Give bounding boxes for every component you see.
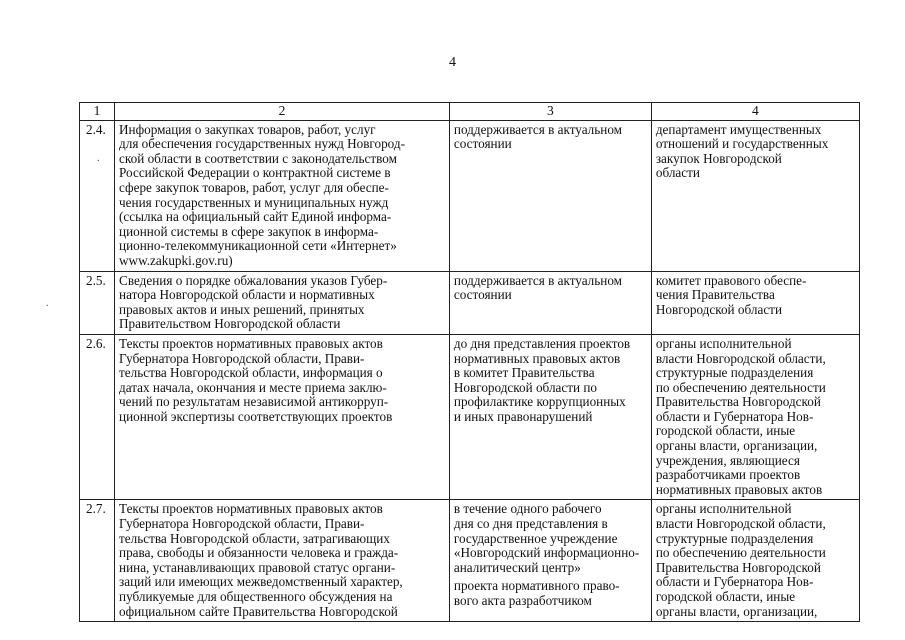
text-line: Российской Федерации о контрактной системе в <box>119 165 391 181</box>
text-line: www.zakupki.gov.ru) <box>119 252 233 268</box>
text-line: вого акта разработчиком <box>453 593 592 608</box>
table-row <box>80 500 860 622</box>
row-number: 2.6. <box>80 334 115 500</box>
text-line: нина, устанавливающих правовой статус органи- <box>119 559 396 575</box>
text-line: закупок Новгородской <box>655 150 782 166</box>
text-line: ской области в соответствии с законодательством <box>119 150 397 166</box>
text-line: официальном сайте Правительства Новгородской <box>119 603 398 619</box>
text-line: поддерживается в актуальном <box>453 121 623 137</box>
text-line: правовых актов и иных решений, принятых <box>119 301 365 317</box>
term-cell <box>449 334 651 500</box>
term-cell <box>449 500 651 622</box>
text-line: чения Правительства <box>655 287 775 303</box>
text-line: нормативных правовых актов <box>655 481 823 497</box>
text-line: органы власти, организации, <box>655 603 818 619</box>
text-line: Сведения о порядке обжалования указов Губер- <box>119 272 388 288</box>
text-line: разработчиками проектов <box>655 467 801 483</box>
text-line: по обеспечению деятельности <box>655 545 826 561</box>
text-line: Правительства Новгородской <box>655 559 821 575</box>
document-table <box>79 102 860 622</box>
text-line: власти Новгородской области, <box>655 350 826 366</box>
text-line: органы власти, организации, <box>655 438 818 454</box>
text-line: дня со дня представления в <box>453 516 608 532</box>
text-line: публикуемые для общественного обсуждения на <box>119 589 393 604</box>
text-line: ционной экспертизы соответствующих проектов <box>119 408 393 424</box>
text-line: датах начала, окончания и месте приема заклю- <box>119 379 387 395</box>
text-line: Правительства Новгородской <box>655 394 821 410</box>
text-line: власти Новгородской области, <box>655 516 826 532</box>
header-cell: 3 <box>449 103 651 121</box>
text-line: нормативных правовых актов <box>453 350 621 366</box>
text-line: проекта нормативного право- <box>453 578 620 594</box>
text-line: поддерживается в актуальном <box>453 272 623 288</box>
text-line: структурные подразделения <box>655 530 814 546</box>
text-line: чений по результатам независимой антикорруп- <box>119 394 389 410</box>
text-line: (ссылка на официальный сайт Единой информа- <box>119 209 392 225</box>
row-number: 2.4. <box>80 120 115 271</box>
term-cell <box>449 271 651 334</box>
text-line: отношений и государственных <box>655 136 829 152</box>
row-number: 2.5. <box>80 271 115 334</box>
header-cell: 4 <box>651 103 859 121</box>
text-line: профилактике коррупционных <box>453 394 626 410</box>
row-number: 2.7. <box>80 500 115 622</box>
table-row <box>80 271 860 334</box>
responsible-cell <box>651 120 859 271</box>
page-number: 4 <box>449 55 456 70</box>
text-line: аналитический центр» <box>453 559 581 575</box>
text-line: Тексты проектов нормативных правовых актов <box>119 501 383 517</box>
responsible-cell <box>651 500 859 622</box>
text-line: в течение одного рабочего <box>453 501 602 517</box>
text-line: Губернатора Новгородской области, Прави- <box>119 350 365 366</box>
description-cell <box>115 500 450 622</box>
text-line: Губернатора Новгородской области, Прави- <box>119 516 365 532</box>
text-line: чения государственных и муниципальных нужд <box>119 194 389 210</box>
text-line: по обеспечению деятельности <box>655 379 826 395</box>
text-line: городской области, иные <box>655 589 796 604</box>
text-line: сфере закупок товаров, работ, услуг для обеспе- <box>119 179 389 195</box>
text-line: Правительством Новгородской области <box>119 316 341 332</box>
description-cell <box>115 334 450 500</box>
text-line: до дня представления проектов <box>453 335 631 351</box>
text-line: органы исполнительной <box>655 335 792 351</box>
description-cell <box>115 271 450 334</box>
text-line: ционно-телекоммуникационной сети «Интернет» <box>119 238 397 254</box>
text-line: и иных правонарушений <box>453 408 593 424</box>
scan-dot: . <box>46 298 49 309</box>
table-header-row <box>80 103 860 121</box>
text-line: тельства Новгородской области, информация о <box>119 365 383 381</box>
text-line: департамент имущественных <box>655 121 822 137</box>
header-cell: 2 <box>115 103 450 121</box>
text-line: государственное учреждение <box>453 530 618 546</box>
text-line: структурные подразделения <box>655 365 814 381</box>
description-cell <box>115 120 450 271</box>
text-line: Тексты проектов нормативных правовых актов <box>119 335 383 351</box>
term-cell <box>449 120 651 271</box>
text-line: состоянии <box>453 287 512 303</box>
text-line: в комитет Правительства <box>453 365 595 381</box>
text-line: городской области, иные <box>655 423 796 439</box>
table-row <box>80 120 860 271</box>
text-line: области <box>655 165 700 181</box>
text-line: состоянии <box>453 136 512 152</box>
text-line: Новгородской области <box>655 301 782 317</box>
text-line: заций или имеющих межведомственный характер, <box>119 574 403 590</box>
text-line: Новгородской области по <box>453 379 597 395</box>
text-line: органы исполнительной <box>655 501 792 517</box>
text-line: ционной системы в сфере закупок в информа- <box>119 223 379 239</box>
text-line: области и Губернатора Нов- <box>655 408 814 424</box>
responsible-cell <box>651 271 859 334</box>
text-line: тельства Новгородской области, затрагивающих <box>119 530 390 546</box>
text-line: для обеспечения государственных нужд Новгород- <box>119 136 406 152</box>
text-line: «Новгородский информационно- <box>453 545 640 561</box>
text-line: натора Новгородской области и нормативных <box>119 287 375 303</box>
scan-dot: . <box>97 153 100 164</box>
text-line: Информация о закупках товаров, работ, услуг <box>119 121 376 137</box>
text-line: комитет правового обеспе- <box>655 272 807 288</box>
text-line: области и Губернатора Нов- <box>655 574 814 590</box>
responsible-cell <box>651 334 859 500</box>
table-row <box>80 334 860 500</box>
header-cell: 1 <box>80 103 115 121</box>
text-line: права, свободы и обязанности человека и гражда- <box>119 545 399 561</box>
text-line: учреждения, являющиеся <box>655 452 800 468</box>
